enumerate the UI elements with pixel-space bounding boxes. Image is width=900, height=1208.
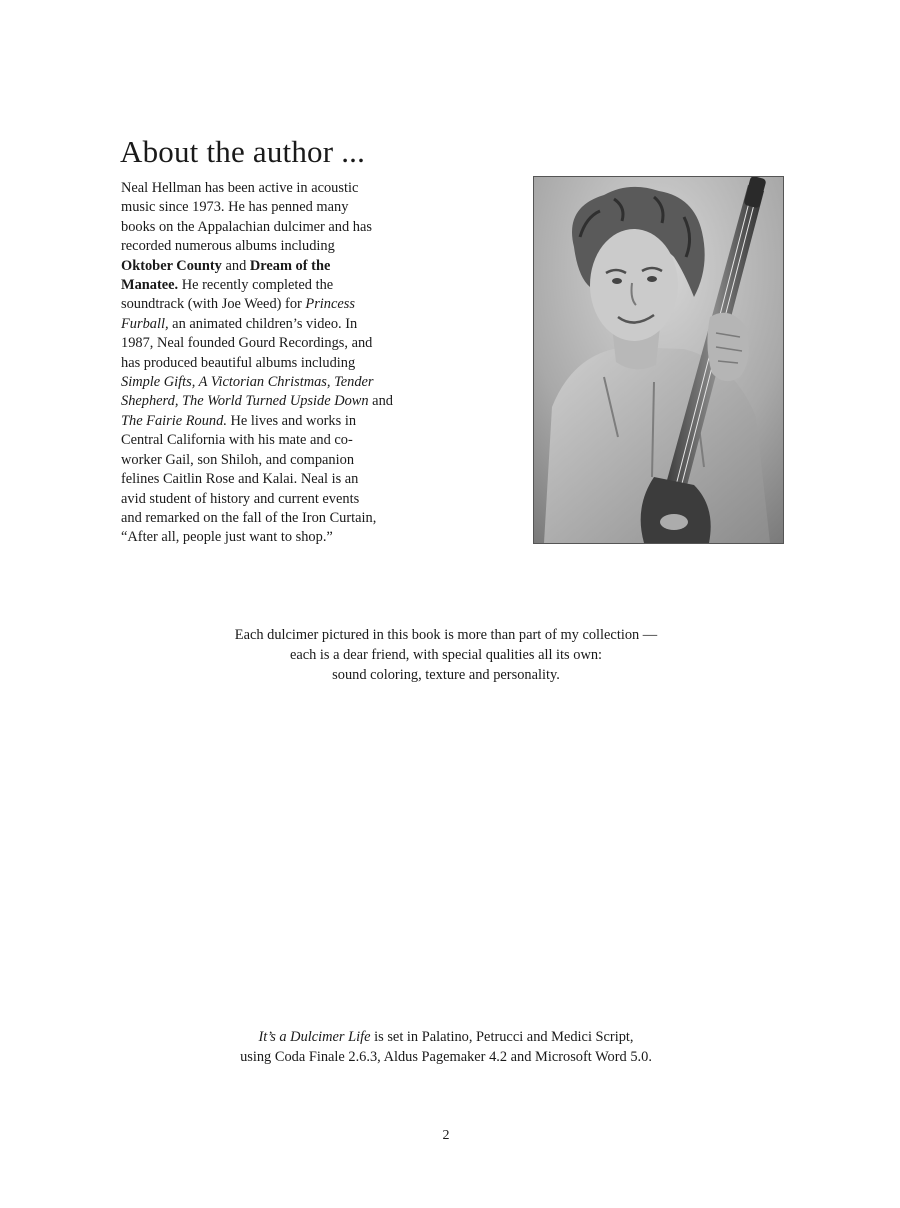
bio-line: has produced beautiful albums including	[121, 354, 356, 371]
bio-line: avid student of history and current events	[121, 490, 360, 507]
caption-line: Each dulcimer pictured in this book is more than part of my collection —	[234, 627, 658, 643]
bio-line	[121, 315, 446, 334]
bio-line	[121, 295, 446, 314]
bio-text: an animated children’s video. In	[168, 315, 358, 332]
work-title: Furball,	[121, 315, 169, 332]
bio-line: felines Caitlin Rose and Kalai. Neal is an	[121, 471, 359, 488]
bio-line: “After all, people just want to shop.”	[121, 529, 333, 546]
colophon	[150, 1027, 742, 1067]
author-photo-illustration	[534, 177, 783, 543]
bio-line	[121, 392, 446, 411]
album-title: Oktober County	[121, 257, 222, 274]
bio-line: music since 1973. He has penned many	[121, 199, 349, 216]
work-title: Shepherd, The World Turned Upside Down	[121, 393, 369, 410]
bio-line: Central California with his mate and co-	[121, 432, 353, 449]
work-title: The Fairie Round.	[121, 412, 227, 429]
book-title: It’s a Dulcimer Life	[258, 1029, 371, 1045]
author-photo	[533, 176, 784, 544]
caption-line: sound coloring, texture and personality.	[332, 667, 560, 683]
work-title: Princess	[305, 296, 355, 313]
bio-text: soundtrack (with Joe Weed) for	[121, 296, 306, 313]
bio-line	[121, 257, 446, 276]
bio-line: worker Gail, son Shiloh, and companion	[121, 451, 355, 468]
author-bio	[121, 179, 446, 548]
bio-line: and remarked on the fall of the Iron Curtain,	[121, 509, 377, 526]
bio-text: and	[221, 257, 250, 274]
bio-text: and	[368, 393, 393, 410]
bio-text: He lives and works in	[226, 412, 357, 429]
bio-line	[121, 412, 446, 431]
album-title: Manatee.	[121, 277, 179, 294]
bio-line: books on the Appalachian dulcimer and has	[121, 218, 372, 235]
bio-line: Neal Hellman has been active in acoustic	[121, 180, 359, 196]
page-heading: About the author ...	[120, 134, 366, 169]
bio-line	[121, 373, 446, 392]
colophon-line	[150, 1027, 742, 1047]
bio-line: 1987, Neal founded Gourd Recordings, and	[121, 335, 373, 352]
colophon-line: using Coda Finale 2.6.3, Aldus Pagemaker 4.2 and Microsoft Word 5.0.	[240, 1049, 652, 1065]
collection-caption	[150, 625, 742, 685]
colophon-text: is set in Palatino, Petrucci and Medici Script,	[370, 1029, 634, 1045]
caption-line: each is a dear friend, with special qualities all its own:	[289, 647, 603, 663]
work-title: Simple Gifts, A Victorian Christmas, Tender	[121, 374, 374, 391]
album-title: Dream of the	[249, 257, 331, 274]
bio-line	[121, 276, 446, 295]
page-number: 2	[442, 1128, 450, 1143]
bio-line: recorded numerous albums including	[121, 238, 335, 255]
bio-text: He recently completed the	[178, 277, 334, 294]
